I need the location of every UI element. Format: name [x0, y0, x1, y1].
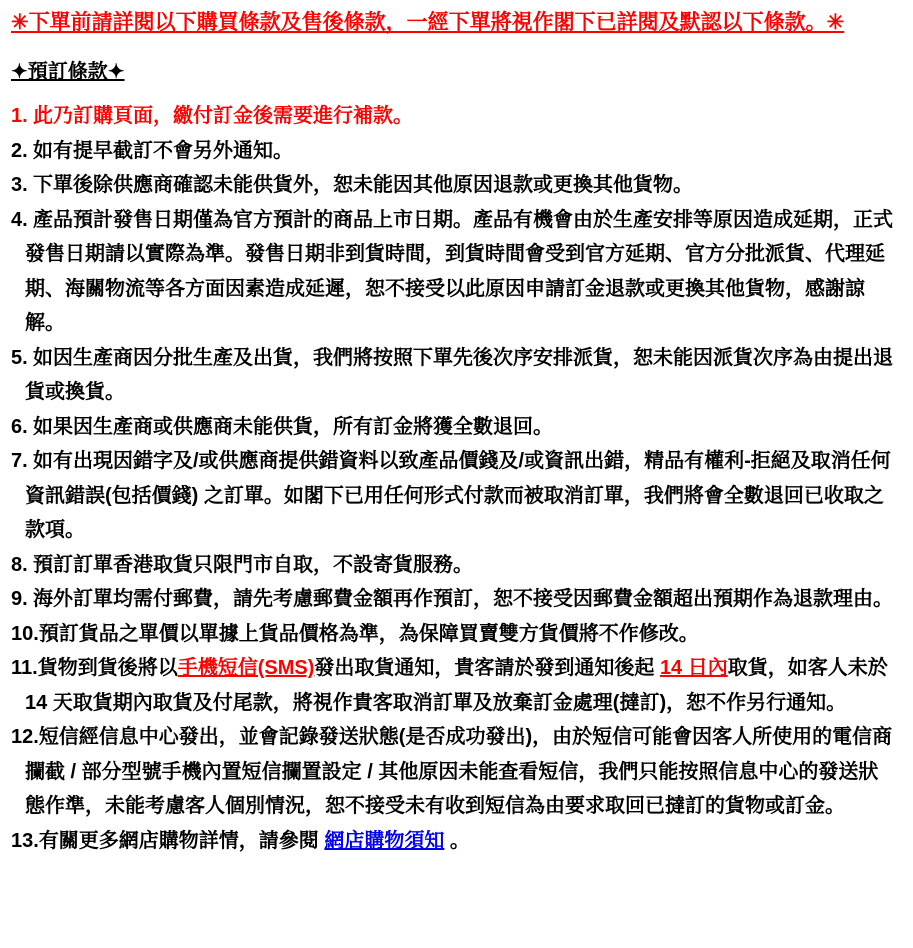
terms-list: [11, 99, 897, 858]
term-text: 如果因生產商或供應商未能供貨，所有訂金將獲全數退回。: [33, 415, 553, 438]
term-item: [11, 168, 897, 203]
term-number: 1.: [11, 105, 28, 127]
term-number: 12.: [11, 726, 39, 748]
section-title-preorder-terms: ✦預訂條款✦: [11, 61, 125, 83]
term-number: 2.: [11, 139, 28, 162]
purchase-notice-header: ✳下單前請詳閱以下購買條款及售後條款，一經下單將視作閣下已詳閱及默認以下條款。✳: [11, 11, 845, 34]
term-number: 13.: [11, 829, 39, 852]
term-text: 產品預計發售日期僅為官方預計的商品上市日期。產品有機會由於生產安排等原因造成延期，正式發售日期請以實際為準。發售日期非到貨時間，到貨時間會受到官方延期、官方分批派貨、代理延期、海關物流等各方面因素造成延遲，恕不接受以此原因申請訂金退款或更換其他貨物，感謝諒解。: [25, 208, 893, 334]
term-number: 9.: [11, 588, 28, 610]
term-item: [11, 651, 897, 720]
term-number: 3.: [11, 174, 28, 196]
term-item: [11, 99, 897, 134]
term-number: 4.: [11, 208, 28, 231]
term-text: 取貨，如客人未於 14 天取貨期內取貨及付尾款，將視作貴客取消訂單及放棄訂金處理(撻訂)，恕不作另行通知。: [25, 657, 888, 714]
term-highlight: 手機短信(SMS): [177, 657, 315, 679]
store-shopping-notice-link[interactable]: 網店購物須知: [324, 829, 445, 852]
term-item: [11, 134, 897, 169]
term-text: 如因生產商因分批生產及出貨，我們將按照下單先後次序安排派貨，恕未能因派貨次序為由提出退貨或換貨。: [25, 346, 893, 403]
term-text: 如有出現因錯字及/或供應商提供錯資料以致產品價錢及/或資訊出錯，精品有權利-拒絕及取消任何資訊錯誤(包括價錢) 之訂單。如閣下已用任何形式付款而被取消訂單，我們將會全數退回已收取之款項。: [25, 450, 891, 541]
term-number: 6.: [11, 415, 28, 438]
term-item: [11, 341, 897, 410]
term-number: 10.: [11, 622, 39, 645]
term-item: [11, 617, 897, 652]
term-text: 如有提早截訂不會另外通知。: [33, 139, 293, 162]
term-number: 8.: [11, 553, 28, 576]
term-item: [11, 582, 897, 617]
term-item: [11, 444, 897, 548]
term-text: 貨物到貨後將以: [37, 657, 178, 679]
term-text: 有關更多網店購物詳情，請參閱: [38, 829, 325, 852]
term-number: 11.: [11, 657, 38, 679]
term-item: [11, 548, 897, 583]
term-item: [11, 720, 897, 824]
term-text: 海外訂單均需付郵費，請先考慮郵費金額再作預訂，恕不接受因郵費金額超出預期作為退款理由。: [33, 588, 893, 610]
term-item: [11, 824, 897, 859]
term-number: 7.: [11, 450, 28, 472]
term-text: 。: [444, 829, 470, 852]
term-item: [11, 203, 897, 341]
term-text: 預訂訂單香港取貨只限門市自取，不設寄貨服務。: [33, 553, 473, 576]
term-text: 下單後除供應商確認未能供貨外，恕未能因其他原因退款或更換其他貨物。: [33, 174, 693, 196]
term-text: 發出取貨通知，貴客請於發到通知後起: [314, 657, 660, 679]
term-highlight: 此乃訂購頁面，繳付訂金後需要進行補款。: [33, 105, 413, 127]
term-highlight: 14 日內: [659, 657, 728, 679]
term-text: 預訂貨品之單價以單據上貨品價格為準，為保障買賣雙方貨價將不作修改。: [38, 622, 699, 645]
term-item: [11, 410, 897, 445]
term-text: 短信經信息中心發出，並會記錄發送狀態(是否成功發出)，由於短信可能會因客人所使用的電信商攔截 / 部分型號手機內置短信攔置設定 / 其他原因未能查看短信，我們只能按照信息中心的發送狀態作準，未能考慮客人個別情況，恕不接受未有收到短信為由要求取回已撻訂的貨物或訂金。: [25, 726, 893, 817]
term-number: 5.: [11, 346, 28, 369]
